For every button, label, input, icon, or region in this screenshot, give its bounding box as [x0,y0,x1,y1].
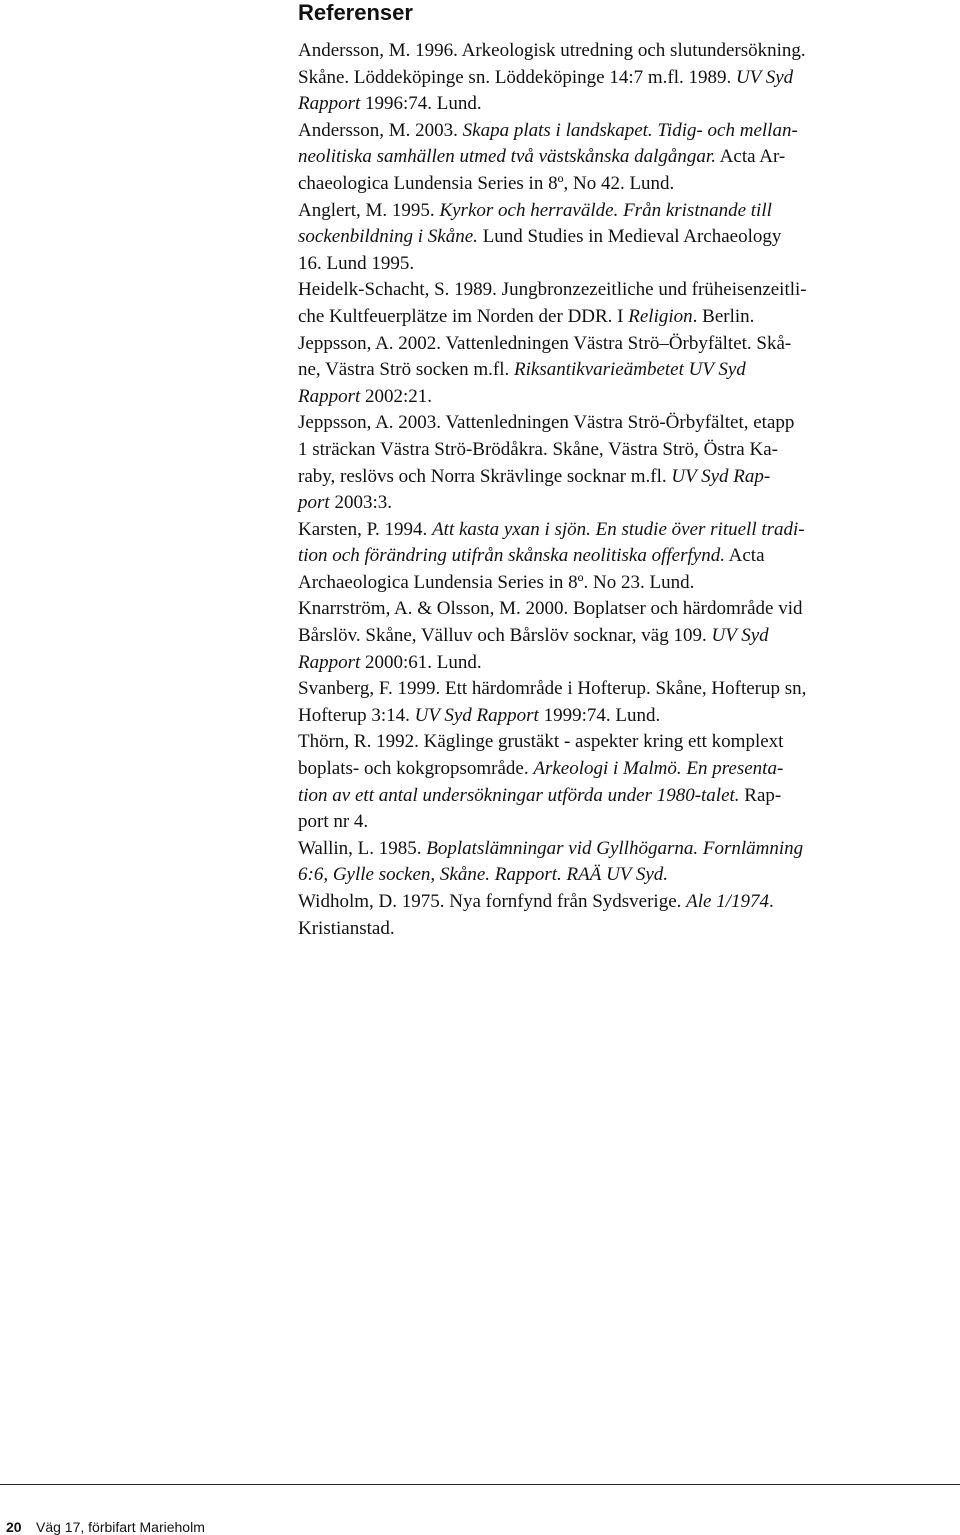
reference-line [298,650,960,677]
reference-text: Skåne. Löddeköpinge sn. Löddeköpinge 14:7 m.fl. 1989. [298,66,736,88]
reference-line [298,384,960,411]
reference-text: Acta [724,545,765,567]
reference-italic-text: Rapport [298,651,361,673]
reference-italic-text: 6:6, Gylle socken, Skåne. Rapport. RAÄ UV Syd. [298,864,669,886]
reference-text: Acta Ar- [715,146,786,168]
reference-entry [298,676,960,729]
reference-line [298,304,960,331]
reference-entry [298,277,960,330]
reference-line [298,729,960,756]
reference-text: Archaeologica Lundensia Series in 8º. No 23. Lund. [298,571,695,593]
section-heading: Referenser [298,0,413,25]
reference-italic-text: Kyrkor och herravälde. Från kristnande till [439,199,772,221]
reference-line [298,118,960,145]
reference-line [298,862,960,889]
reference-text: Andersson, M. 1996. Arkeologisk utredning och slutundersökning. [298,40,806,61]
reference-text: Lund Studies in Medieval Archaeology [477,226,782,248]
reference-text: 16. Lund 1995. [298,252,415,274]
reference-italic-text: sockenbildning i Skåne. [298,226,478,248]
reference-line [298,517,960,544]
reference-italic-text: Boplatslämningar vid Gyllhögarna. Fornlämning [426,837,804,859]
reference-italic-text: Skapa plats i landskapet. Tidig- och mellan- [462,119,798,141]
reference-line [298,464,960,491]
reference-entry [298,118,960,198]
reference-line [298,676,960,703]
running-footer-title: Väg 17, förbifart Marieholm [36,1519,205,1535]
reference-line [298,277,960,304]
reference-text: Heidelk-Schacht, S. 1989. Jungbronzezeitliche und früheisenzeitli- [298,279,807,301]
reference-entry [298,410,960,516]
reference-text: 2002:21. [360,385,433,407]
reference-text: Thörn, R. 1992. Käglinge grustäkt - aspekter kring ett komplext [298,731,784,753]
reference-italic-text: UV Syd [711,625,769,647]
reference-italic-text: tion och förändring utifrån skånska neolitiska offerfynd. [298,545,725,567]
reference-line [298,251,960,278]
reference-text: Bårslöv. Skåne, Välluv och Bårslöv socknar, väg 109. [298,625,712,647]
reference-italic-text: UV Syd Rap- [671,465,771,487]
reference-italic-text: Rapport [298,385,361,407]
reference-line [298,144,960,171]
reference-line [298,570,960,597]
reference-text: Andersson, M. 2003. [298,119,463,141]
reference-line [298,490,960,517]
reference-line [298,703,960,730]
reference-line [298,623,960,650]
reference-italic-text: neolitiska samhällen utmed två västskånska dalgångar. [298,146,716,168]
reference-italic-text: Arkeologi i Malmö. En presenta- [533,758,784,780]
reference-text: Anglert, M. 1995. [298,199,440,221]
reference-text: Karsten, P. 1994. [298,518,433,540]
reference-text: port nr 4. [298,811,369,833]
reference-italic-text: Religion [628,305,693,327]
reference-line [298,38,960,65]
reference-entry [298,38,960,118]
reference-line [298,171,960,198]
reference-text: Rap- [739,784,782,806]
reference-list [298,38,960,942]
reference-italic-text: UV Syd [736,66,794,88]
reference-text: . [769,891,774,912]
reference-italic-text: port [298,492,330,514]
reference-italic-text: Rapport [298,93,361,115]
reference-text: 1999:74. Lund. [538,704,661,726]
reference-line [298,410,960,437]
reference-line [298,543,960,570]
reference-text: Jeppsson, A. 2002. Vattenledningen Västra Strö–Örbyfältet. Skå- [298,332,792,354]
reference-line [298,357,960,384]
reference-text: Kristianstad. [298,917,395,939]
reference-italic-text: Att kasta yxan i sjön. En studie över rituell tradi- [432,518,805,540]
reference-entry [298,517,960,597]
reference-line [298,889,960,916]
reference-italic-text: Ale 1/1974 [686,891,769,912]
reference-line [298,596,960,623]
reference-text: Widholm, D. 1975. Nya fornfynd från Sydsverige. [298,891,687,912]
reference-text: che Kultfeuerplätze im Norden der DDR. I [298,305,629,327]
reference-italic-text: Riksantikvarieämbetet UV Syd [514,359,746,381]
reference-line [298,224,960,251]
reference-line [298,65,960,92]
reference-text: . Berlin. [692,305,755,327]
reference-text: Svanberg, F. 1999. Ett härdområde i Hofterup. Skåne, Hofterup sn, [298,678,807,700]
reference-text: 2000:61. Lund. [360,651,482,673]
reference-text: 1996:74. Lund. [360,93,482,115]
reference-line [298,756,960,783]
page-number: 20 [6,1519,22,1535]
reference-text: Knarrström, A. & Olsson, M. 2000. Boplatser och härdområde vid [298,598,803,620]
reference-line [298,809,960,836]
reference-line [298,91,960,118]
reference-text: 2003:3. [329,492,392,514]
footer-divider [0,1484,960,1485]
reference-italic-text: tion av ett antal undersökningar utförda under 1980-talet. [298,784,740,806]
reference-text: Wallin, L. 1985. [298,837,427,859]
reference-line [298,783,960,810]
reference-italic-text: UV Syd Rapport [414,704,539,726]
reference-entry [298,836,960,889]
reference-text: ne, Västra Strö socken m.fl. [298,359,514,381]
reference-entry [298,198,960,278]
reference-text: raby, reslövs och Norra Skrävlinge socknar m.fl. [298,465,672,487]
reference-line [298,916,960,943]
reference-line [298,437,960,464]
reference-text: Jeppsson, A. 2003. Vattenledningen Västra Strö-Örbyfältet, etapp [298,412,795,434]
reference-text: boplats- och kokgropsområde. [298,758,534,780]
reference-text: Hofterup 3:14. [298,704,415,726]
reference-text: 1 sträckan Västra Strö-Brödåkra. Skåne, Västra Strö, Östra Ka- [298,438,778,460]
reference-entry [298,889,960,942]
reference-entry [298,331,960,411]
reference-entry [298,596,960,676]
reference-line [298,836,960,863]
reference-line [298,198,960,225]
reference-text: chaeologica Lundensia Series in 8º, No 42. Lund. [298,172,675,194]
reference-line [298,331,960,358]
reference-entry [298,729,960,835]
